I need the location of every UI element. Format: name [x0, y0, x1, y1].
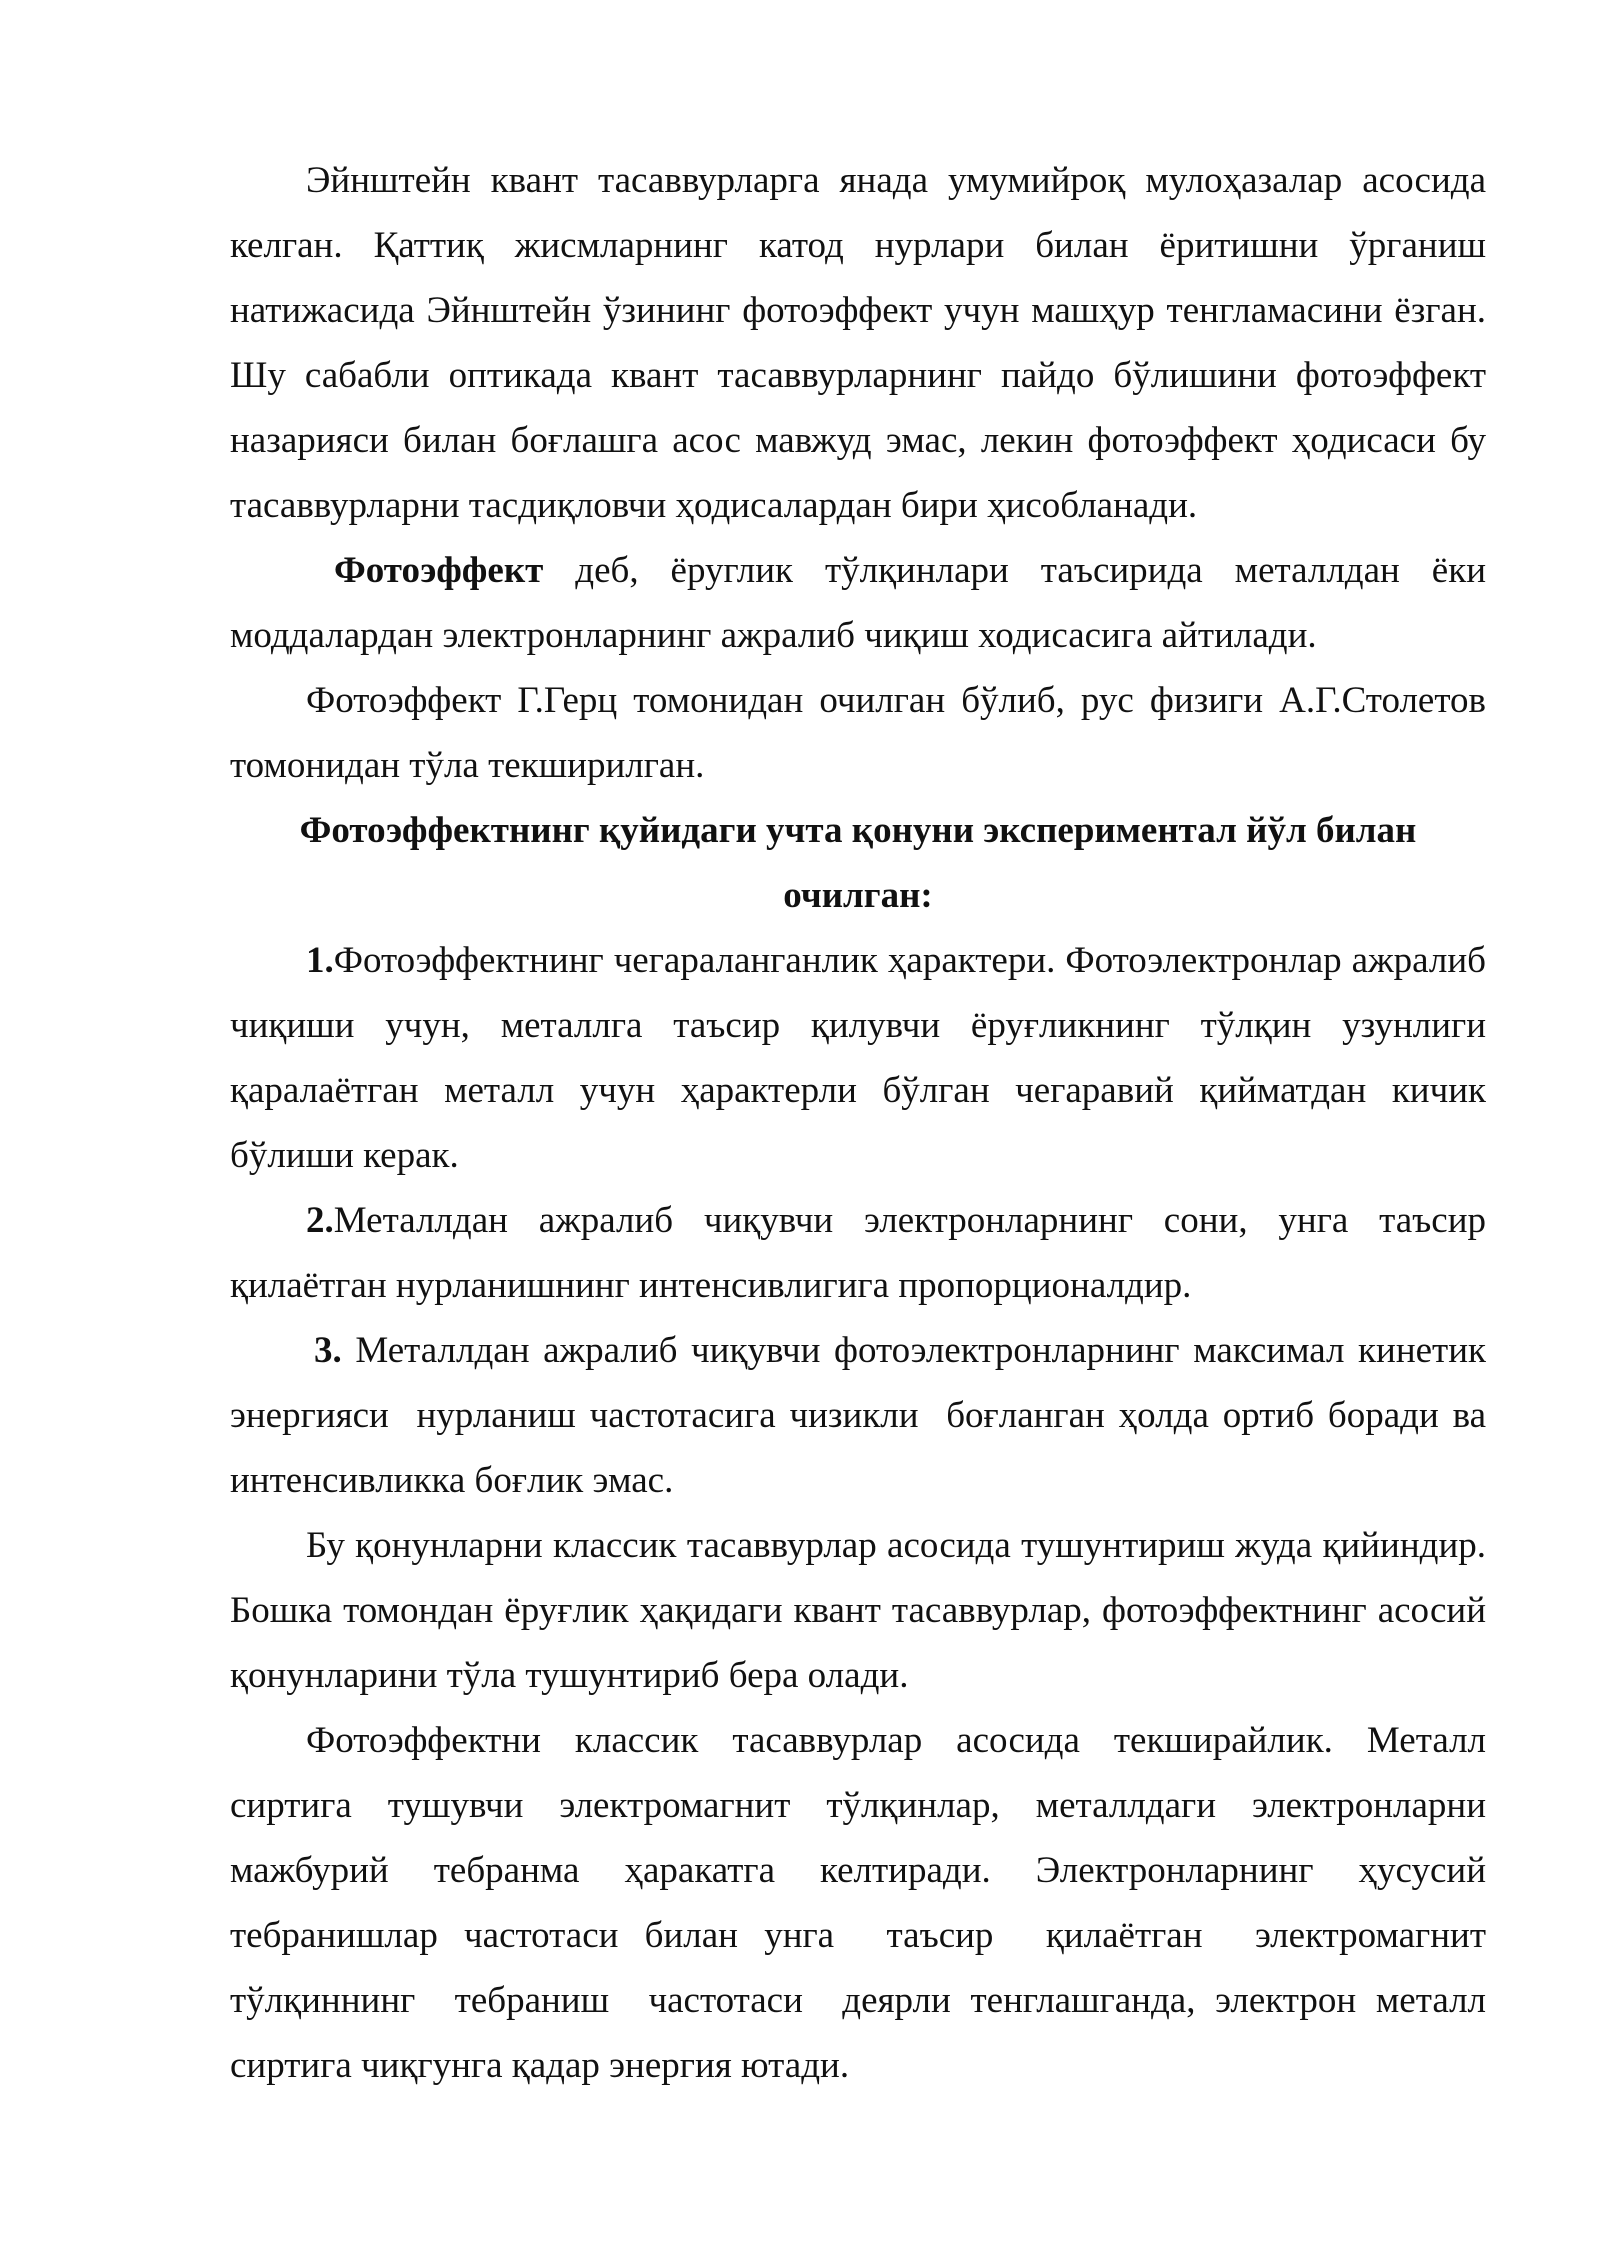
paragraph-quantum-explanation: Бу қонунларни классик тасаввурлар асосида тушунтириш жуда қийиндир. Бошка томондан ёруғлик ҳақидаги квант тасаввурлар, фотоэффектнинг асосий қонунларини тўла тушунтириб бера олади.: [230, 1525, 1486, 1696]
law-2-text: Металлдан ажралиб чиқувчи электронларнинг сони, унга таъсир қилаётган нурланишнинг интенсивлигига пропорционалдир.: [230, 1200, 1486, 1306]
paragraph-classical-analysis: Фотоэффектни классик тасаввурлар асосида текширайлик. Металл сиртига тушувчи электромагнит тўлқинлар, металлдаги электронларни мажбурий тебранма ҳаракатга келтиради. Электронларнинг ҳусусий тебранишлар частотаси билан унга таъсир қилаётган электромагнит тўлқиннинг тебраниш частотаси деярли тенглашганда, электрон металл сиртига чиқгунга қадар энергия ютади.: [230, 1720, 1496, 2086]
law-2-number: 2.: [306, 1200, 334, 1241]
law-1-number: 1.: [306, 940, 334, 981]
paragraph-discovery: Фотоэффект Г.Герц томонидан очилган бўлиб, рус физиги А.Г.Столетов томонидан тўла текширилган.: [230, 680, 1486, 786]
law-3-number: 3.: [314, 1330, 342, 1371]
law-3-text: Металлдан ажралиб чиқувчи фотоэлектронларнинг максимал кинетик энергияси нурланиш частотасига чизикли боғланган ҳолда ортиб боради ва интенсивликка боғлик эмас.: [230, 1330, 1496, 1501]
paragraph-definition: [230, 538, 1486, 668]
law-1: [230, 928, 1486, 1188]
law-1-text: Фотоэффектнинг чегараланганлик ҳарактери. Фотоэлектронлар ажралиб чиқиши учун, металлга таъсир қилувчи ёруғликнинг тўлқин узунлиги қаралаётган металл учун ҳарактерли бўлган чегаравий қийматдан кичик бўлиши керак.: [230, 940, 1486, 1176]
definition-text: деб, ёруглик тўлқинлари таъсирида металлдан ёки моддалардан электронларнинг ажралиб чиқиш ходисасига айтилади.: [230, 550, 1486, 656]
law-2: [230, 1188, 1486, 1318]
definition-term: Фотоэффект: [334, 550, 544, 591]
paragraph-intro: Эйнштейн квант тасаввурларга янада умумийроқ мулоҳазалар асосида келган. Қаттиқ жисмларнинг катод нурлари билан ёритишни ўрганиш натижасида Эйнштейн ўзининг фотоэффект учун машҳур тенгламасини ёзган. Шу сабабли оптикада квант тасаввурларнинг пайдо бўлишини фотоэффект назарияси билан боғлашга асос мавжуд эмас, лекин фотоэффект ҳодисаси бу тасаввурларни тасдиқловчи ҳодисалардан бири ҳисобланади.: [230, 160, 1486, 526]
section-heading: Фотоэффектнинг қуйидаги учта қонуни экспериментал йўл билан очилган:: [299, 810, 1417, 916]
document-page: [230, 148, 1496, 2098]
law-3: [230, 1318, 1496, 1513]
